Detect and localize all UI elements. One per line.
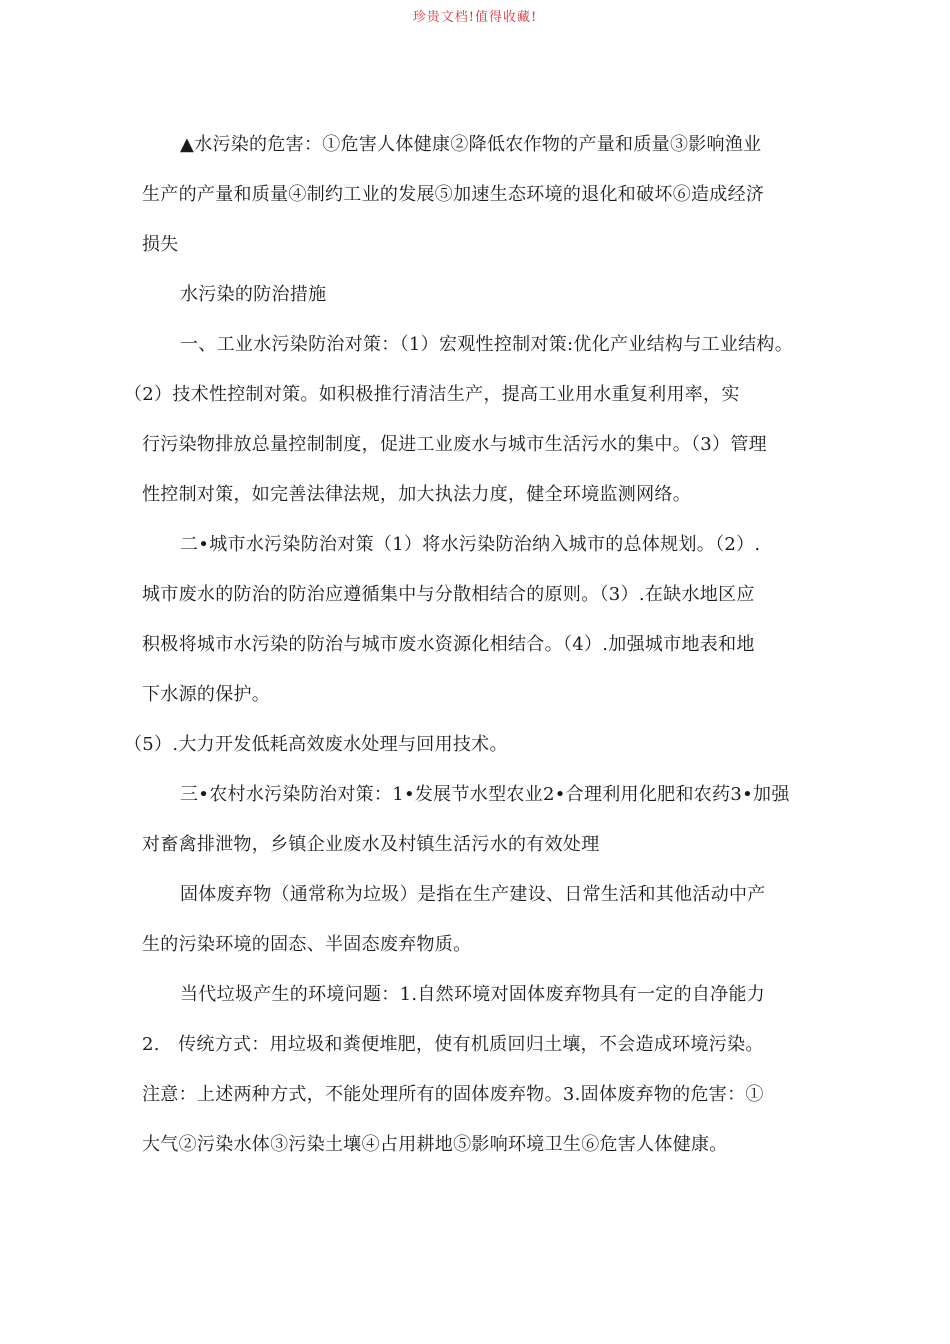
text-line: 下水源的保护。 (142, 684, 271, 705)
text-line: 性控制对策，如完善法律法规，加大执法力度，健全环境监测网络。 (142, 484, 691, 505)
section-heading: 水污染的防治措施 (180, 284, 327, 305)
text-line: 行污染物排放总量控制制度，促进工业废水与城市生活污水的集中。（3）管理 (142, 434, 767, 455)
text-line: 一、工业水污染防治对策：（1）宏观性控制对策:优化产业结构与工业结构。 (180, 334, 794, 355)
text-line: 二•城市水污染防治对策（1）将水污染防治纳入城市的总体规划。（2）. (180, 534, 761, 555)
watermark-header: 珍贵文档!值得收藏! (412, 10, 538, 25)
text-line: ▲水污染的危害：①危害人体健康②降低农作物的产量和质量③影响渔业 (180, 134, 762, 155)
text-line: 生的污染环境的固态、半固态废弃物质。 (142, 934, 472, 955)
document-body (124, 128, 818, 1178)
text-line: 城市废水的防治的防治应遵循集中与分散相结合的原则。（3）.在缺水地区应 (142, 584, 755, 605)
text-line: 生产的产量和质量④制约工业的发展⑤加速生态环境的退化和破坏⑥造成经济 (142, 184, 765, 205)
text-line: 损失 (142, 234, 179, 255)
text-line: 积极将城市水污染的防治与城市废水资源化相结合。（4）.加强城市地表和地 (142, 634, 755, 655)
text-line: 对畜禽排泄物，乡镇企业废水及村镇生活污水的有效处理 (142, 834, 600, 855)
text-line: 2. 传统方式：用垃圾和粪便堆肥，使有机质回归土壤，不会造成环境污染。 (142, 1034, 764, 1055)
text-line: 固体废弃物（通常称为垃圾）是指在生产建设、日常生活和其他活动中产 (180, 884, 766, 905)
text-line: 注意：上述两种方式，不能处理所有的固体废弃物。3.固体废弃物的危害：① (142, 1084, 764, 1105)
text-line: （5）.大力开发低耗高效废水处理与回用技术。 (124, 734, 508, 755)
text-line: 当代垃圾产生的环境问题：1.自然环境对固体废弃物具有一定的自净能力 (180, 984, 766, 1005)
text-line: （2）技术性控制对策。如积极推行清洁生产，提高工业用水重复利用率，实 (124, 384, 740, 405)
text-line: 三•农村水污染防治对策：1•发展节水型农业2•合理利用化肥和农药3•加强 (180, 784, 790, 805)
text-line: 大气②污染水体③污染土壤④占用耕地⑤影响环境卫生⑥危害人体健康。 (142, 1134, 728, 1155)
